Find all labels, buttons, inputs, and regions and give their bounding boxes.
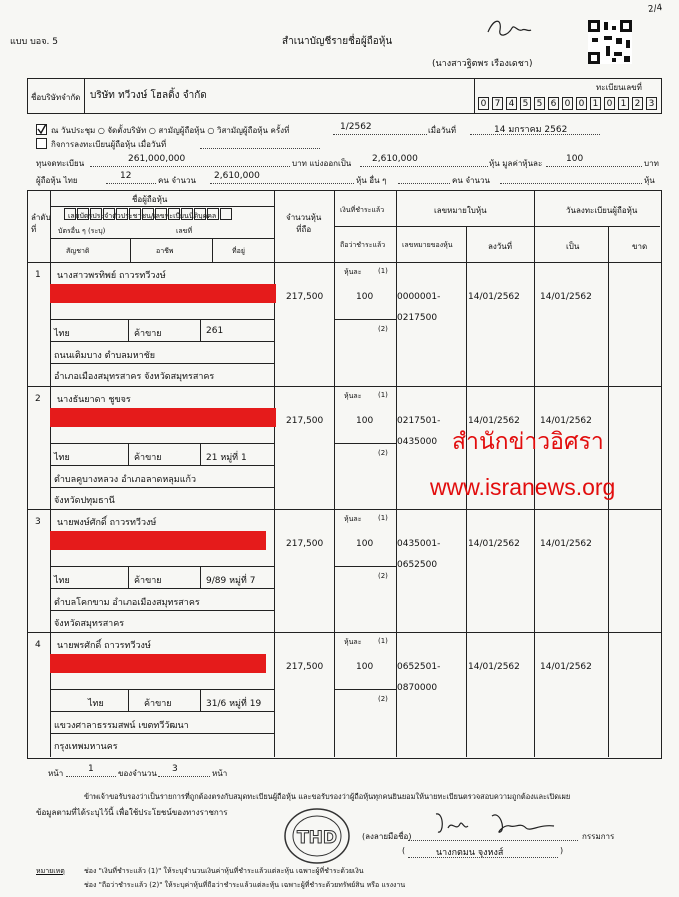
count-label-2: คน จำนวน xyxy=(452,176,490,185)
shares-held: 217,500 xyxy=(286,539,324,549)
company-name-label: ชื่อบริษัทจำกัด xyxy=(31,93,81,102)
company-stamp xyxy=(282,806,352,866)
share-date: 14/01/2562 xyxy=(468,292,520,302)
id-digit-box xyxy=(116,208,128,220)
col-became: เป็น xyxy=(566,242,580,251)
share-date: 14/01/2562 xyxy=(468,662,520,672)
page-ref: 2/4 xyxy=(647,3,664,15)
thai-shares: 2,610,000 xyxy=(214,171,260,181)
col-share-no-group: เลขหมายใบหุ้น xyxy=(434,206,487,215)
col-other-id: บัตรอื่น ๆ (ระบุ) xyxy=(58,227,106,235)
per-share-label: หุ้นละ xyxy=(344,392,362,400)
holder-occupation: ค้าขาย xyxy=(134,453,162,463)
registration-digit: 0 xyxy=(576,97,587,110)
registration-digit: 1 xyxy=(618,97,629,110)
holder-occupation: ค้าขาย xyxy=(144,699,172,709)
row-seq: 2 xyxy=(35,394,41,404)
col-paid: เงินที่ชำระแล้ว xyxy=(340,206,385,214)
holder-name: นางสาวพรทิพย์ ถาวรทวีวงษ์ xyxy=(57,271,166,281)
id-digit-box xyxy=(207,208,219,220)
holder-address-2: กรุงเทพมหานคร xyxy=(54,742,118,752)
company-name: บริษัท ทวีวงษ์ โฮลดิ้ง จำกัด xyxy=(90,90,207,101)
signer-name: นางกตมน จุงหงส์ xyxy=(436,848,504,858)
certifier-signature xyxy=(484,14,534,44)
registration-digit: 6 xyxy=(548,97,559,110)
meeting-date: 14 มกราคม 2562 xyxy=(494,125,568,135)
holder-house-no: 21 หมู่ที่ 1 xyxy=(206,453,247,463)
watermark-thai: สำนักข่าวอิศรา xyxy=(452,429,604,455)
id-digit-box xyxy=(77,208,89,220)
col-occupation: อาชีพ xyxy=(156,247,174,255)
holder-address-1: ตำบลโคกขาม อำเภอเมืองสมุทรสาคร xyxy=(54,598,200,608)
other-label: หุ้น อื่น ๆ xyxy=(356,176,387,185)
share-no-from: 0000001- xyxy=(397,292,441,302)
holder-nationality: ไทย xyxy=(54,576,70,586)
holder-name: นายพงษ์ศักดิ์ ถาวรทวีวงษ์ xyxy=(57,518,157,528)
id-digit-box xyxy=(181,208,193,220)
capital-value: 261,000,000 xyxy=(128,154,186,164)
per-share-label: หุ้นละ xyxy=(344,515,362,523)
id-digit-box xyxy=(103,208,115,220)
id-digit-box xyxy=(129,208,141,220)
holders-label: ผู้ถือหุ้น ไทย xyxy=(36,176,78,185)
share-no-to: 0652500 xyxy=(397,560,438,570)
registration-digit: 5 xyxy=(520,97,531,110)
meeting-checkbox[interactable] xyxy=(36,124,47,135)
thai-count: 12 xyxy=(120,171,132,181)
footer-page-label: หน้า xyxy=(48,769,64,778)
note-1: ช่อง "เงินที่ชำระแล้ว (1)" ให้ระบุจำนวนเงินค่าหุ้นที่ชำระแล้วแต่ละหุ้น เฉพาะผู้ที่ชำระด้วยเงิน xyxy=(84,867,364,875)
holder-nationality: ไทย xyxy=(54,329,70,339)
agreed-mark: (2) xyxy=(378,695,388,703)
share-date: 14/01/2562 xyxy=(468,539,520,549)
row-seq: 4 xyxy=(35,640,41,650)
director-label: กรรมการ xyxy=(582,832,615,841)
certifier-name: (นางสาวฐิตพร เรืองเดชา) xyxy=(432,59,533,69)
footer-of-label: ของจำนวน xyxy=(118,769,157,778)
register-checkbox[interactable] xyxy=(36,138,47,149)
meeting-number: 1/2562 xyxy=(340,122,372,132)
id-digit-box xyxy=(194,208,206,220)
col-address: ที่อยู่ xyxy=(232,247,245,255)
became-holder-date: 14/01/2562 xyxy=(540,662,592,672)
id-digit-box xyxy=(155,208,167,220)
shares-held: 217,500 xyxy=(286,662,324,672)
register-option: กิจการลงทะเบียนผู้ถือหุ้น เมื่อวันที่ xyxy=(51,140,167,149)
note-label: หมายเหตุ xyxy=(36,867,65,875)
col-share-no: เลขหมายของหุ้น xyxy=(402,241,453,249)
holder-occupation: ค้าขาย xyxy=(134,329,162,339)
became-holder-date: 14/01/2562 xyxy=(540,416,592,426)
id-digit-box xyxy=(90,208,102,220)
holder-occupation: ค้าขาย xyxy=(134,576,162,586)
col-seq: ลำดับ ที่ xyxy=(31,213,51,234)
share-no-to: 0870000 xyxy=(397,683,438,693)
id-digit-box xyxy=(168,208,180,220)
col-agreed-paid: ถือว่าชำระแล้ว xyxy=(340,241,386,249)
capital-label: ทุนจดทะเบียน xyxy=(36,159,85,168)
stamp-logo-text: THD xyxy=(297,828,337,848)
redacted-id xyxy=(50,408,276,427)
row-seq: 1 xyxy=(35,270,41,280)
holder-name: นายพรศักดิ์ ถาวรทวีวงษ์ xyxy=(57,641,151,651)
holder-house-no: 261 xyxy=(206,326,224,336)
signature-label: (ลงลายมือชื่อ) xyxy=(362,832,412,841)
paid-amount: 100 xyxy=(356,539,374,549)
capital-unit: บาท แบ่งออกเป็น xyxy=(292,159,352,168)
paid-amount: 100 xyxy=(356,416,374,426)
paid-mark: (1) xyxy=(378,267,388,275)
holder-address-2: อำเภอเมืองสมุทรสาคร จังหวัดสมุทรสาคร xyxy=(54,372,215,382)
meeting-options: ณ วันประชุม ○ จัดตั้งบริษัท ○ สามัญผู้ถือหุ้น ○ วิสามัญผู้ถือหุ้น ครั้งที่ xyxy=(51,126,290,135)
director-signature xyxy=(430,806,570,840)
footer-total-pages: 3 xyxy=(172,764,178,774)
holder-address-2: จังหวัดสมุทรสาคร xyxy=(54,619,125,629)
col-reg-date-group: วันลงทะเบียนผู้ถือหุ้น xyxy=(566,206,638,215)
id-digit-box xyxy=(220,208,232,220)
shares-total: 2,610,000 xyxy=(372,154,418,164)
col-ceased: ขาด xyxy=(632,242,648,251)
registration-digit: 7 xyxy=(492,97,503,110)
redacted-id xyxy=(50,654,266,673)
footer-page-no: 1 xyxy=(88,764,94,774)
agreed-mark: (2) xyxy=(378,325,388,333)
form-code: แบบ บอจ. 5 xyxy=(10,37,58,47)
col-id-line: เลขบัตรประจำตัวประชาชน/เลขทะเบียนนิติบุคคล xyxy=(68,212,217,220)
became-holder-date: 14/01/2562 xyxy=(540,539,592,549)
count-label: คน จำนวน xyxy=(158,176,196,185)
registration-digit: 0 xyxy=(478,97,489,110)
registration-digit: 4 xyxy=(506,97,517,110)
holder-address-1: ตำบลคูบางหลวง อำเภอลาดหลุมแก้ว xyxy=(54,475,197,485)
registration-digit: 5 xyxy=(534,97,545,110)
share-date: 14/01/2562 xyxy=(468,416,520,426)
share-no-to: 0435000 xyxy=(397,437,438,447)
per-share-label: หุ้นละ xyxy=(344,268,362,276)
registration-digit: 3 xyxy=(646,97,657,110)
col-shares-held: จำนวนหุ้น ที่ถือ xyxy=(286,213,322,234)
footer-page-suffix: หน้า xyxy=(212,769,228,778)
certification-text-2: ข้อมูลตามที่ได้ระบุไว้นี้ เพื่อใช้ประโยชน์ของทางราชการ xyxy=(36,808,228,817)
par-value: 100 xyxy=(566,154,584,164)
holder-house-no: 31/6 หมู่ที่ 19 xyxy=(206,699,262,709)
paid-amount: 100 xyxy=(356,292,374,302)
baht-label: บาท xyxy=(644,159,659,168)
col-holder-name: ชื่อผู้ถือหุ้น xyxy=(132,195,168,204)
holder-nationality: ไทย xyxy=(54,453,70,463)
paid-mark: (1) xyxy=(378,637,388,645)
per-share-label: หุ้นละ xyxy=(344,638,362,646)
registration-digit: 2 xyxy=(632,97,643,110)
paid-mark: (1) xyxy=(378,514,388,522)
note-2: ช่อง "ถือว่าชำระแล้ว (2)" ให้ระบุค่าหุ้นที่ถือว่าชำระแล้วแต่ละหุ้น เฉพาะผู้ที่ชำระด้วยทรัพย์สิน หรือ แรงงาน xyxy=(84,881,406,889)
shares-suffix: หุ้น xyxy=(644,176,655,185)
share-no-from: 0217501- xyxy=(397,416,441,426)
par-label: หุ้น มูลค่าหุ้นละ xyxy=(489,159,543,168)
col-date: ลงวันที่ xyxy=(488,242,513,251)
col-nationality: สัญชาติ xyxy=(66,247,90,255)
agreed-mark: (2) xyxy=(378,449,388,457)
share-no-from: 0435001- xyxy=(397,539,441,549)
watermark-url: www.isranews.org xyxy=(430,474,616,500)
became-holder-date: 14/01/2562 xyxy=(540,292,592,302)
registration-label: ทะเบียนเลขที่ xyxy=(596,83,642,92)
registration-digit: 0 xyxy=(604,97,615,110)
certification-text-1: ข้าพเจ้าขอรับรองว่าเป็นรายการที่ถูกต้องตรงกับสมุดทะเบียนผู้ถือหุ้น และขอรับรองว่าผู้ถือหุ้นทุกคนยินยอมให้นายทะเบียนตรวจสอบความถูกต้องและเปิดเผย xyxy=(84,792,571,801)
paid-mark: (1) xyxy=(378,391,388,399)
paid-amount: 100 xyxy=(356,662,374,672)
holder-nationality: ไทย xyxy=(88,699,104,709)
form-title: สำเนาบัญชีรายชื่อผู้ถือหุ้น xyxy=(282,36,393,47)
holder-house-no: 9/89 หมู่ที่ 7 xyxy=(206,576,256,586)
id-digit-box xyxy=(64,208,76,220)
id-digit-box xyxy=(142,208,154,220)
redacted-id xyxy=(50,531,266,550)
holder-address-1: ถนนเติมบาง ตำบลมหาชัย xyxy=(54,351,156,361)
qr-code xyxy=(588,20,632,64)
holder-address-2: จังหวัดปทุมธานี xyxy=(54,496,115,506)
shares-held: 217,500 xyxy=(286,416,324,426)
registration-digit: 1 xyxy=(590,97,601,110)
share-no-to: 0217500 xyxy=(397,313,438,323)
share-no-from: 0652501- xyxy=(397,662,441,672)
row-seq: 3 xyxy=(35,517,41,527)
meeting-date-label: เมื่อวันที่ xyxy=(428,126,457,135)
col-other-no: เลขที่ xyxy=(176,227,193,235)
agreed-mark: (2) xyxy=(378,572,388,580)
holder-address-1: แขวงศาลาธรรมสพน์ เขตทวีวัฒนา xyxy=(54,721,189,731)
holder-name: นางธันยาดา ชูขจร xyxy=(57,395,131,405)
shares-held: 217,500 xyxy=(286,292,324,302)
redacted-id xyxy=(50,284,276,303)
registration-digit: 0 xyxy=(562,97,573,110)
